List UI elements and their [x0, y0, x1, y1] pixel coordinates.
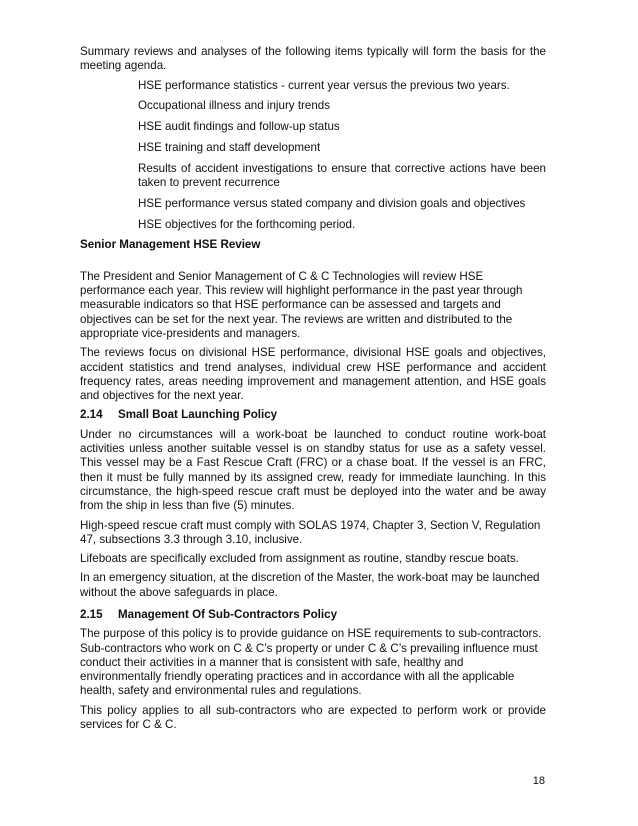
senior-review-paragraph-1: The President and Senior Management of C & C Technologies will review HSE performance each year. This review will highlight performance in the past year through measurable indicators so that HSE performance can be assessed and targets and objectives can be set for the next year. The reviews are written and distributed to the appropriate vice-presidents and managers.	[80, 269, 523, 340]
section-2-15-heading	[80, 608, 546, 622]
list-item: HSE training and staff development	[138, 140, 321, 154]
section-title: Small Boat Launching Policy	[118, 408, 278, 422]
list-item: HSE performance statistics - current year versus the previous two years.	[138, 78, 510, 92]
list-item: HSE performance versus stated company and division goals and objectives	[138, 196, 526, 210]
list-item: HSE objectives for the forthcoming period.	[138, 217, 356, 231]
section-2-15-paragraph-2: This policy applies to all sub-contractors who are expected to perform work or provide services for C & C.	[80, 703, 546, 732]
section-number: 2.15	[80, 608, 103, 621]
section-2-14-heading	[80, 408, 546, 422]
agenda-list	[80, 79, 546, 232]
list-item: HSE audit findings and follow-up status	[138, 120, 340, 134]
list-item: Occupational illness and injury trends	[138, 99, 331, 113]
section-2-14-paragraph-2: High-speed rescue craft must comply with SOLAS 1974, Chapter 3, Section V, Regulation 47, subsections 3.3 through 3.10, inclusive.	[80, 518, 541, 546]
document-page	[80, 45, 546, 737]
page-number: 18	[532, 775, 545, 787]
section-2-14-paragraph-1: Under no circumstances will a work-boat be launched to conduct routine work-boat activities unless another suitable vessel is on standby status for use as a safety vessel. This vessel may be a Fast Rescue Craft (FRC) or a chase boat. If the vessel is an FRC, then it must be fully manned by its assigned crew, ready for immediate launching. In this circumstance, the high-speed rescue craft must be deployed into the water and be away from the ship in less than five (5) minutes.	[80, 427, 546, 513]
section-2-14-paragraph-4: In an emergency situation, at the discretion of the Master, the work-boat may be launched without the above safeguards in place.	[80, 571, 540, 599]
section-2-14-paragraph-3: Lifeboats are specifically excluded from assignment as routine, standby rescue boats.	[80, 552, 519, 566]
section-number: 2.14	[80, 408, 103, 422]
intro-paragraph: Summary reviews and analyses of the following items typically will form the basis for the meeting agenda.	[80, 45, 546, 73]
section-2-15-paragraph-1: The purpose of this policy is to provide guidance on HSE requirements to sub-contractors. Sub-contractors who work on C & C’s property or under C & C’s prevailing influence must conduct their activities in a manner that is consistent with safe, healthy and environmentally friendly operating practices and in accordance with all the applicable health, safety and environmental rules and regulations.	[80, 627, 542, 698]
list-item: Results of accident investigations to ensure that corrective actions have been taken to prevent recurrence	[138, 161, 546, 190]
section-title: Management Of Sub-Contractors Policy	[118, 608, 338, 621]
senior-review-heading: Senior Management HSE Review	[80, 238, 261, 252]
senior-review-paragraph-2: The reviews focus on divisional HSE performance, divisional HSE goals and objectives, accident statistics and trend analyses, individual crew HSE performance and accident frequency rates, areas needing improvement and management attention, and HSE goals and objectives for the next year.	[80, 346, 546, 403]
